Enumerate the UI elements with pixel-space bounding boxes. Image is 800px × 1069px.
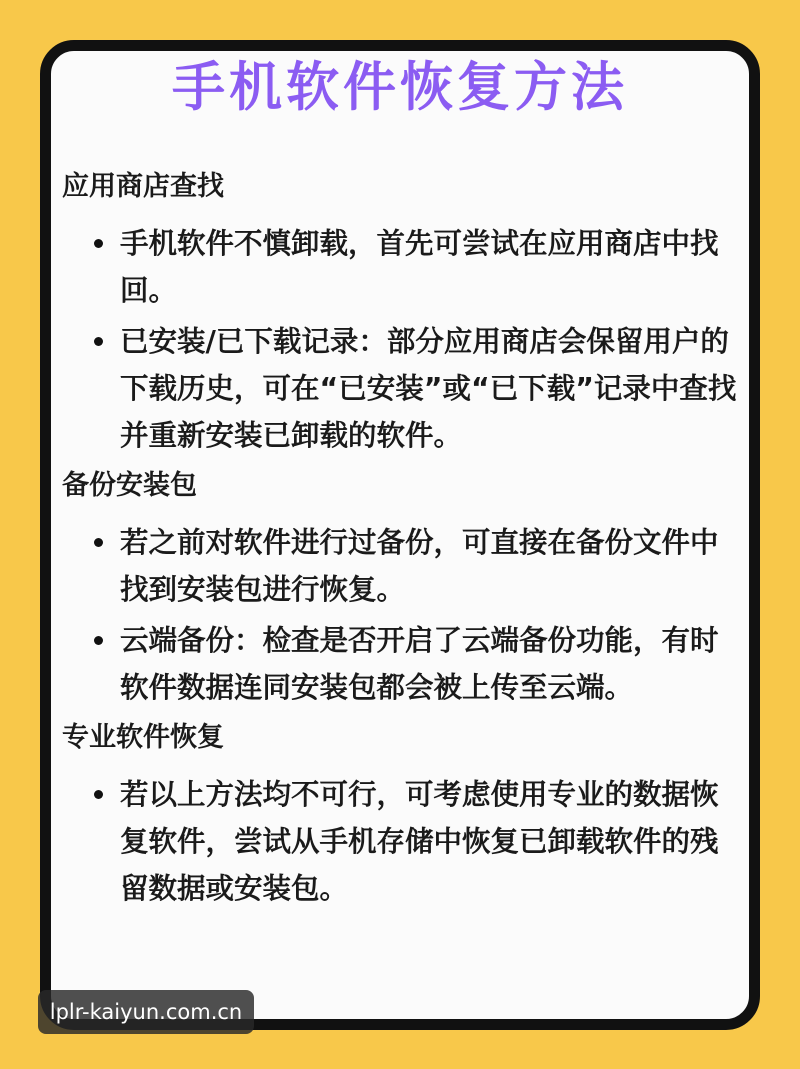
bullet-icon xyxy=(94,636,103,645)
bullet-text: 若以上方法均不可行，可考虑使用专业的数据恢复软件，尝试从手机存储中恢复已卸载软件的残留数据或安装包。 xyxy=(120,778,719,905)
bullet-icon xyxy=(94,538,103,547)
bullet-text: 若之前对软件进行过备份，可直接在备份文件中找到安装包进行恢复。 xyxy=(120,526,719,606)
list-item xyxy=(62,220,740,314)
bullet-list xyxy=(62,519,752,711)
bullet-list xyxy=(62,771,752,912)
list-item xyxy=(62,771,740,912)
bullet-text: 已安装/已下载记录：部分应用商店会保留用户的下载历史，可在“已安装”或“已下载”记录中查找并重新安装已卸载的软件。 xyxy=(120,325,737,452)
bullet-text: 云端备份：检查是否开启了云端备份功能，有时软件数据连同安装包都会被上传至云端。 xyxy=(120,624,719,704)
bullet-list xyxy=(62,220,752,459)
watermark: lplr-kaiyun.com.cn xyxy=(38,990,254,1034)
bullet-icon xyxy=(94,790,103,799)
section-heading: 备份安装包 xyxy=(62,470,197,501)
bullet-icon xyxy=(94,337,103,346)
section-heading: 专业软件恢复 xyxy=(62,722,224,753)
article-body xyxy=(62,170,752,922)
section-heading: 应用商店查找 xyxy=(62,171,224,202)
bullet-icon xyxy=(94,239,103,248)
bullet-text: 手机软件不慎卸载，首先可尝试在应用商店中找回。 xyxy=(120,227,719,307)
list-item xyxy=(62,318,740,459)
page-title: 手机软件恢复方法 xyxy=(172,57,628,118)
list-item xyxy=(62,519,740,613)
list-item xyxy=(62,617,740,711)
